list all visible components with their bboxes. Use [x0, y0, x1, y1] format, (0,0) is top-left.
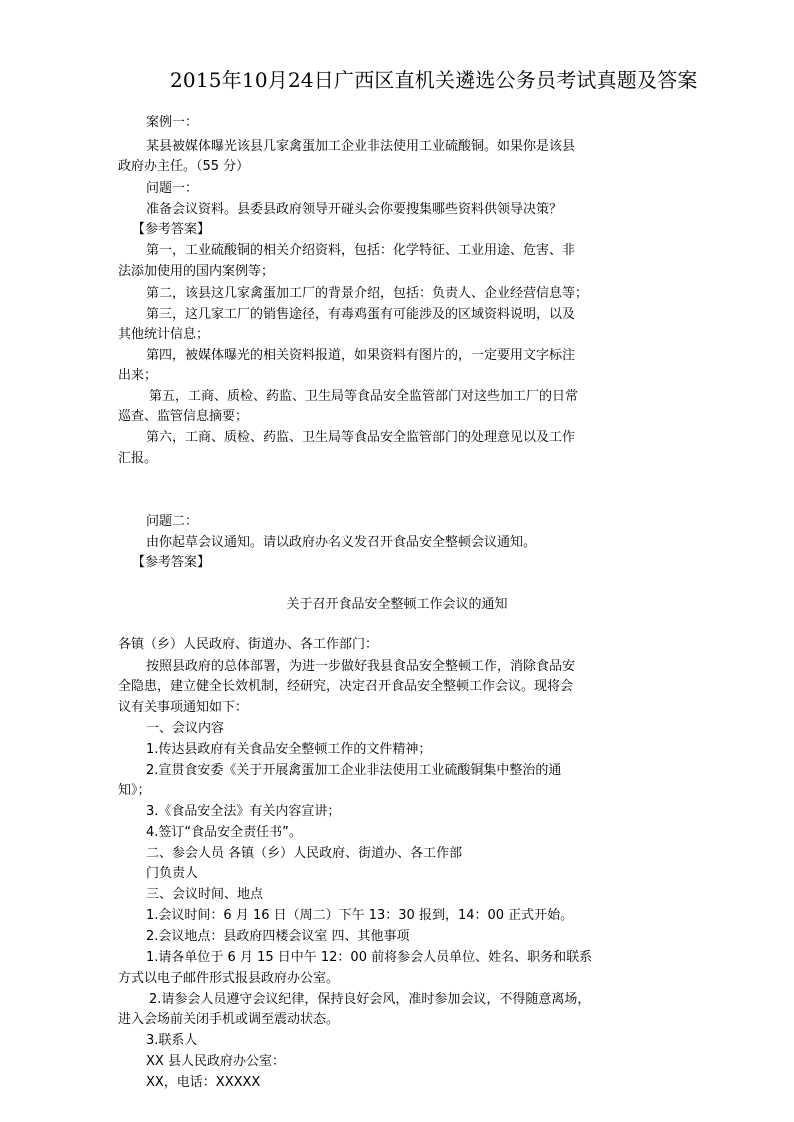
section-4-item-2a: 2.请参会人员遵守会议纪律，保持良好会风，准时参加会议，不得随意离场，: [149, 992, 591, 1007]
section-3-heading: 三、会议时间、地点: [146, 887, 264, 902]
section-4-item-1a: 1.请各单位于 6 月 15 日中午 12：00 前将参会人员单位、姓名、职务和联系: [146, 950, 593, 965]
answer-1-point-1a: 第一，工业硫酸铜的相关介绍资料，包括：化学特征、工业用途、危害、非: [146, 243, 576, 258]
notice-intro-line-2: 全隐患，建立健全长效机制，经研究，决定召开食品安全整顿工作会议。现将会: [118, 679, 574, 694]
question-1-label: 问题一：: [146, 181, 199, 196]
answer-1-point-6b: 汇报。: [118, 451, 158, 466]
section-1-item-3: 3.《食品安全法》有关内容宣讲；: [146, 804, 341, 819]
answer-1-point-3a: 第三，这几家工厂的销售途径，有毒鸡蛋有可能涉及的区域资料说明，以及: [146, 307, 576, 322]
question-2-label: 问题二：: [146, 514, 199, 529]
reference-answer-heading-2: 【参考答案】: [132, 555, 211, 570]
contact-telephone: XX，电话：XXXXX: [146, 1075, 261, 1090]
case-text-line-2: 政府办主任。（55 分）: [118, 159, 250, 174]
answer-1-point-6a: 第六，工商、质检、药监、卫生局等食品安全监管部门的处理意见以及工作: [146, 430, 576, 445]
question-2-text: 由你起草会议通知。请以政府办名义发召开食品安全整顿会议通知。: [146, 535, 537, 550]
question-1-text: 准备会议资料。县委县政府领导开碰头会你要搜集哪些资料供领导决策？: [146, 202, 563, 217]
case-label: 案例一：: [146, 115, 199, 130]
answer-1-point-3b: 其他统计信息；: [118, 327, 210, 342]
section-2-heading: 二、参会人员 各镇（乡）人民政府、街道办、各工作部: [146, 846, 463, 861]
section-1-item-4: 4.签订“食品安全责任书”。: [146, 825, 302, 840]
case-text-line-1: 某县被媒体曝光该县几家禽蛋加工企业非法使用工业硫酸铜。如果你是该县: [146, 139, 576, 154]
section-1-heading: 一、会议内容: [146, 721, 225, 736]
section-4-item-1b: 方式以电子邮件形式报县政府办公室。: [118, 971, 340, 986]
answer-1-point-2: 第二，该县这几家禽蛋加工厂的背景介绍，包括：负责人、企业经营信息等；: [146, 286, 589, 301]
notice-intro-line-3: 议有关事项通知如下：: [118, 700, 249, 715]
section-1-item-2a: 2.宣贯食安委《关于开展禽蛋加工企业非法使用工业硫酸铜集中整治的通: [146, 763, 562, 778]
reference-answer-heading-1: 【参考答案】: [132, 222, 211, 237]
document-title: 2015年10月24日广西区直机关遴选公务员考试真题及答案: [170, 68, 698, 92]
answer-1-point-5b: 巡查、监管信息摘要；: [118, 409, 249, 424]
notice-intro-line-1: 按照县政府的总体部署，为进一步做好我县食品安全整顿工作，消除食品安: [146, 659, 576, 674]
section-1-item-2b: 知》；: [118, 783, 151, 798]
answer-1-point-4b: 出来；: [118, 368, 158, 383]
answer-1-point-5a: 第五，工商、质检、药监、卫生局等食品安全监管部门对这些加工厂的日常: [149, 389, 579, 404]
contact-organization: XX 县人民政府办公室：: [146, 1054, 285, 1069]
notice-title: 关于召开食品安全整顿工作会议的通知: [286, 597, 508, 612]
section-4-item-2b: 进入会场前关闭手机或调至震动状态。: [118, 1012, 340, 1027]
section-3-item-2: 2.会议地点：县政府四楼会议室 四、其他事项: [146, 929, 410, 944]
answer-1-point-1b: 法添加使用的国内案例等；: [118, 264, 275, 279]
section-3-item-1: 1.会议时间：6 月 16 日（周二）下午 13：30 报到，14：00 正式开始。: [146, 908, 574, 923]
answer-1-point-4a: 第四，被媒体曝光的相关资料报道，如果资料有图片的，一定要用文字标注: [146, 348, 576, 363]
section-1-item-1: 1.传达县政府有关食品安全整顿工作的文件精神；: [146, 742, 432, 757]
notice-addressee: 各镇（乡）人民政府、街道办、各工作部门：: [118, 637, 379, 652]
section-2-continuation: 门负责人: [146, 866, 199, 881]
section-4-item-3: 3.联系人: [146, 1033, 198, 1048]
